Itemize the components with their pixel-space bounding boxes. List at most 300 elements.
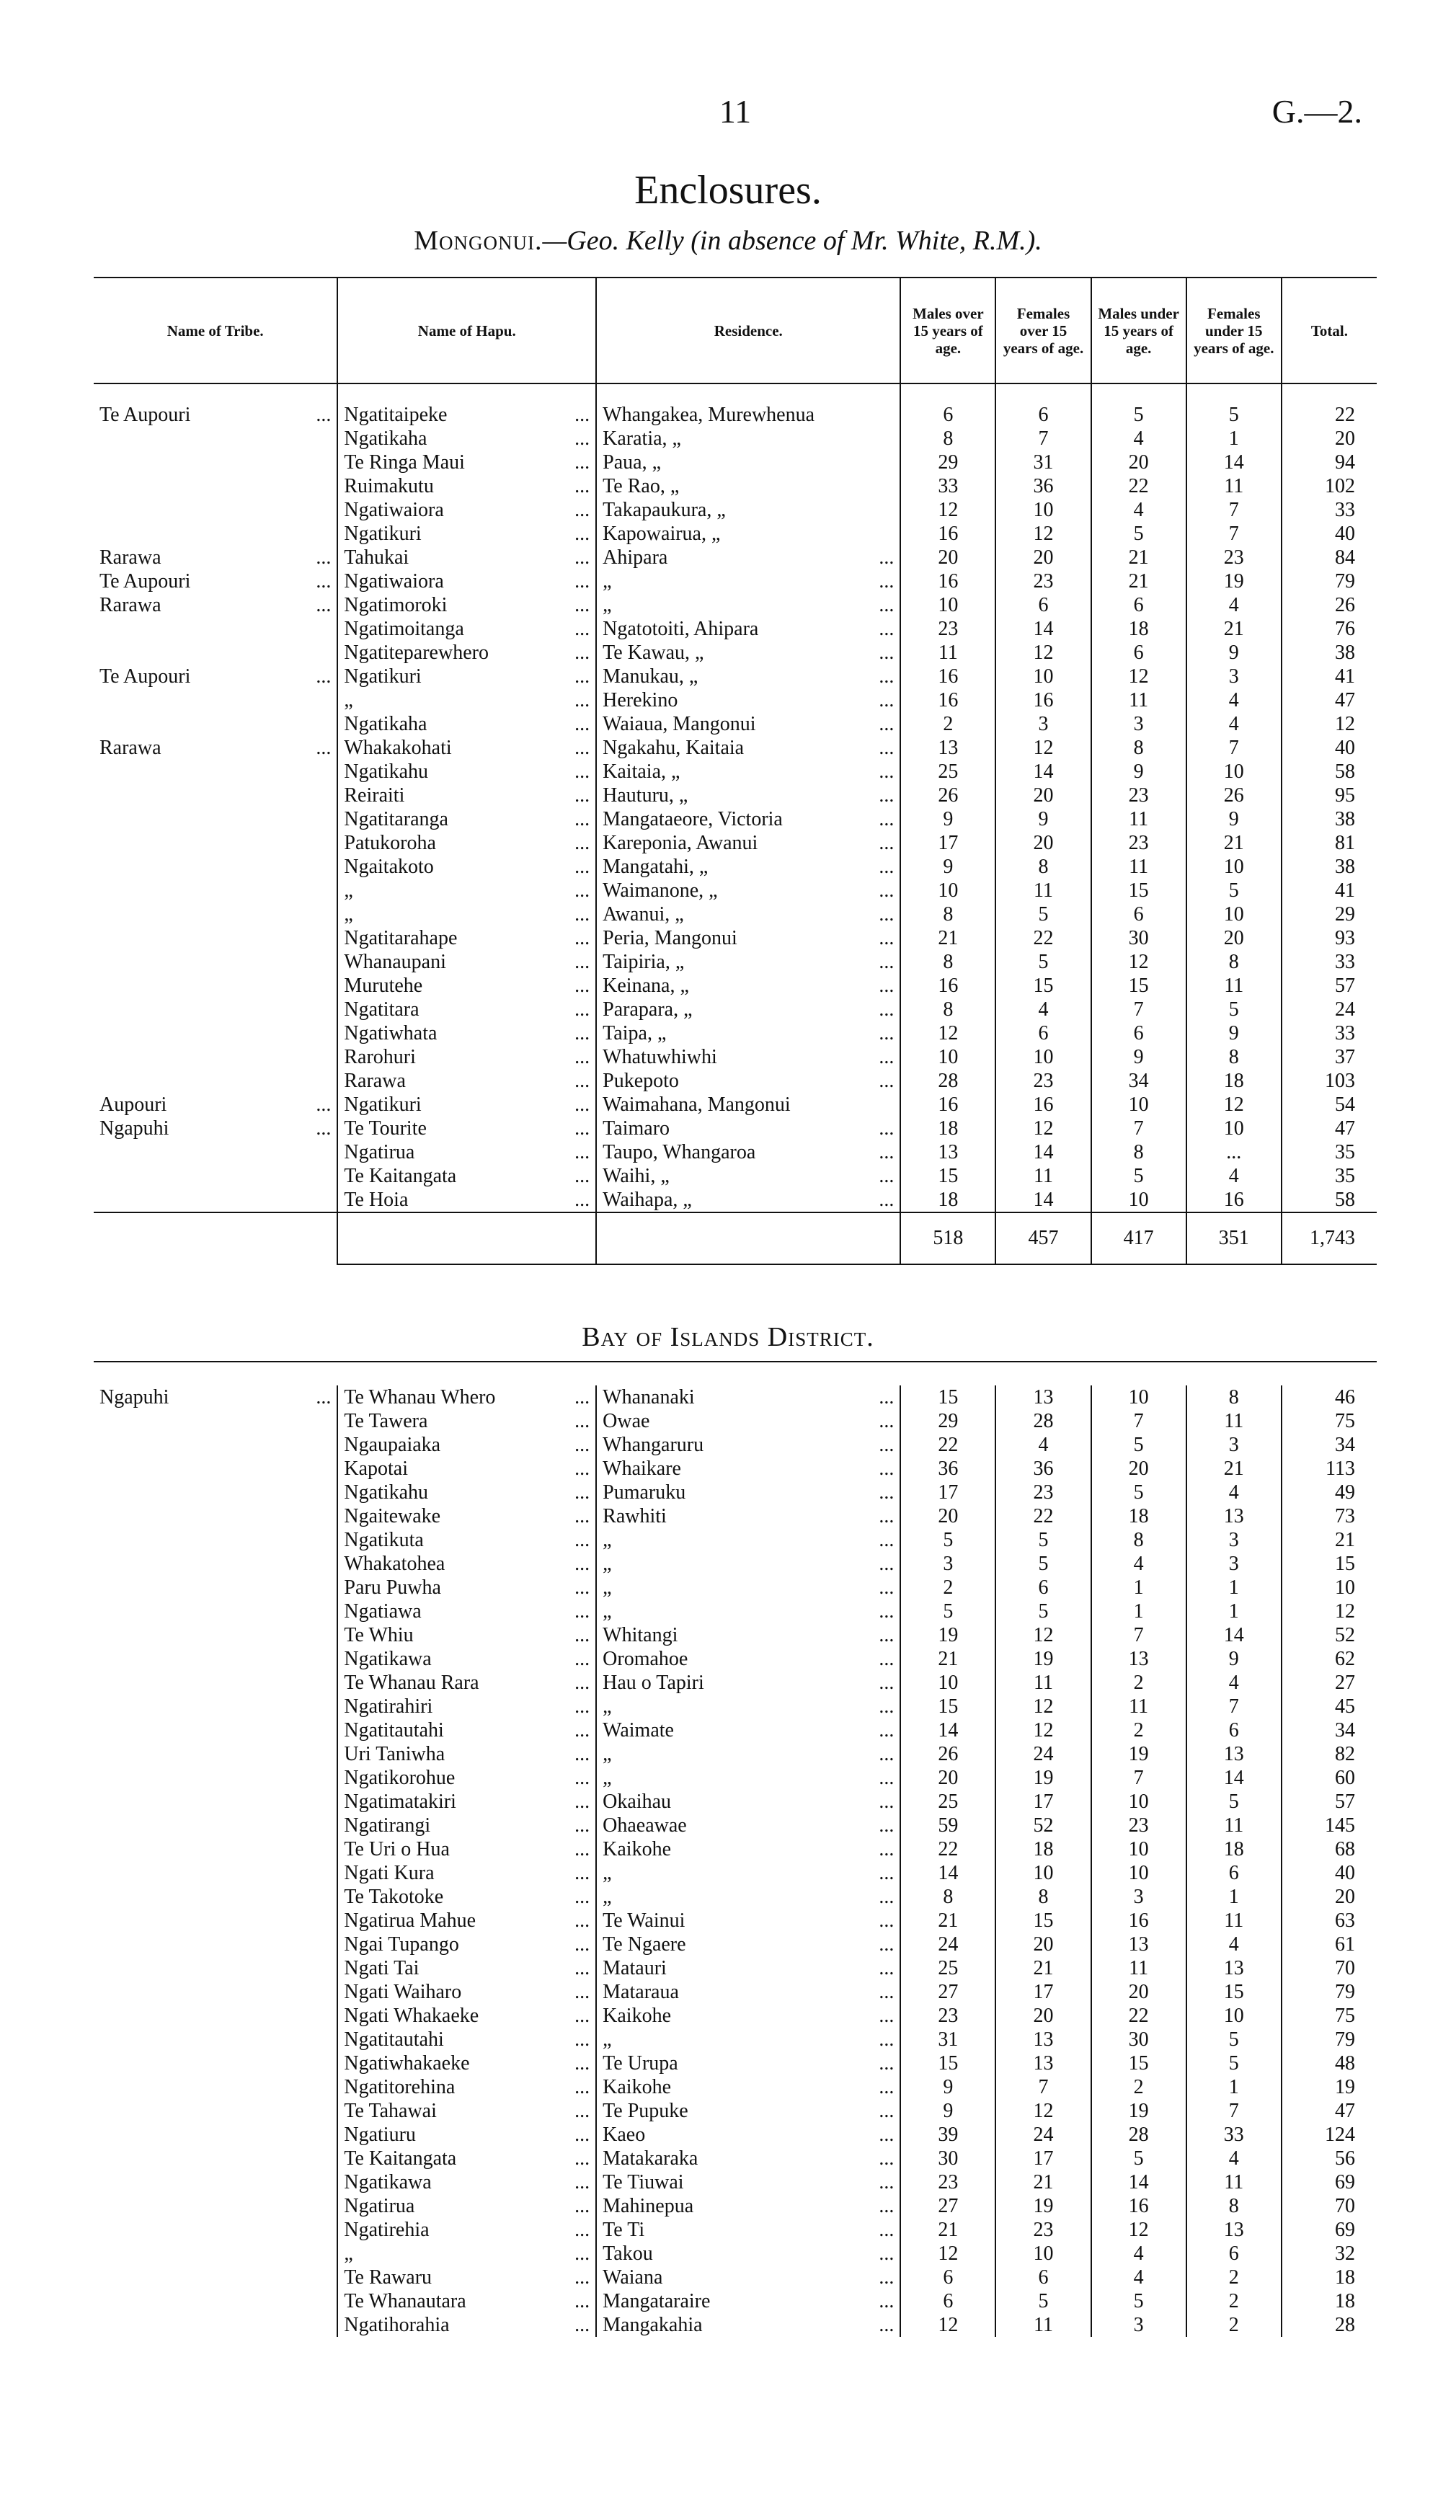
females-under-cell [1186, 879, 1282, 902]
females-over-cell [995, 1093, 1091, 1117]
females-over-cell-text: 10 [1033, 2242, 1054, 2265]
table-row [94, 1837, 1377, 1861]
tribe-cell [94, 522, 337, 546]
total-cell-text: 40 [1335, 523, 1355, 545]
total-cell [1282, 998, 1377, 1021]
leader-dots: ... [879, 2171, 895, 2193]
males-under-cell [1091, 2004, 1186, 2028]
females-under-cell-text: 4 [1228, 2147, 1239, 2170]
tribe-cell [94, 427, 337, 451]
males-under-cell [1091, 1528, 1186, 1552]
males-under-cell-text: 3 [1133, 1886, 1144, 1908]
males-over-cell [900, 474, 995, 498]
residence-cell-text: Waihi, „ [603, 1165, 670, 1187]
total-cell-text: 73 [1335, 1505, 1355, 1527]
table-row [94, 2218, 1377, 2242]
females-under-cell-text: 13 [1223, 1505, 1244, 1527]
residence-cell [596, 1861, 900, 1885]
females-under-cell-text: 7 [1228, 499, 1239, 521]
hapu-cell [337, 641, 596, 665]
total-cell-text: 12 [1335, 1600, 1355, 1623]
hapu-cell [337, 1814, 596, 1837]
residence-cell [596, 522, 900, 546]
females-under-cell [1186, 498, 1282, 522]
females-under-cell-text: 26 [1223, 784, 1244, 807]
females-under-cell [1186, 2218, 1282, 2242]
females-under-cell [1186, 2170, 1282, 2194]
tribe-cell [94, 1385, 337, 1409]
total-cell-text: 69 [1335, 2219, 1355, 2241]
females-under-cell [1186, 2289, 1282, 2313]
males-under-cell-text: 30 [1128, 927, 1149, 949]
total-cell-text: 58 [1335, 1189, 1355, 1211]
tribe-cell [94, 855, 337, 879]
total-cell [1282, 665, 1377, 688]
tribe-cell [94, 1409, 337, 1433]
males-under-cell [1091, 1814, 1186, 1837]
tribe-cell [94, 1980, 337, 2004]
females-over-cell [995, 1695, 1091, 1718]
page-header [0, 92, 1456, 143]
residence-cell [596, 784, 900, 807]
leader-dots: ... [574, 594, 590, 616]
table-row [94, 831, 1377, 855]
males-over-cell-text: 13 [938, 1141, 959, 1163]
females-over-cell-text: 36 [1033, 1458, 1054, 1480]
males-over-cell [900, 617, 995, 641]
females-over-cell-text: 21 [1033, 2171, 1054, 2193]
females-under-cell-text: 11 [1224, 1814, 1244, 1837]
tribe-cell [94, 1481, 337, 1504]
males-over-cell-text: 23 [938, 618, 959, 640]
tribe-cell [94, 383, 337, 427]
females-under-cell-text: 9 [1228, 642, 1239, 664]
total-cell [1282, 1409, 1377, 1433]
leader-dots: ... [879, 1767, 895, 1789]
females-over-cell-text: 10 [1033, 499, 1054, 521]
residence-cell [596, 1980, 900, 2004]
females-under-cell [1186, 2099, 1282, 2123]
males-under-cell-text: 20 [1128, 1981, 1149, 2003]
females-under-cell-text: 18 [1223, 1838, 1244, 1860]
total-cell-text: 27 [1335, 1672, 1355, 1694]
males-over-cell [900, 2266, 995, 2289]
females-under-cell [1186, 2313, 1282, 2337]
females-under-cell-text: 8 [1228, 2195, 1239, 2217]
males-under-cell [1091, 2313, 1186, 2337]
residence-cell [596, 2194, 900, 2218]
males-under-cell [1091, 831, 1186, 855]
males-over-cell [900, 855, 995, 879]
leader-dots: ... [316, 1117, 332, 1140]
males-over-cell-text: 10 [938, 1046, 959, 1068]
leader-dots: ... [879, 951, 895, 973]
females-over-cell [995, 1117, 1091, 1140]
residence-cell [596, 1021, 900, 1045]
males-under-cell-text: 21 [1128, 570, 1149, 593]
table-row [94, 902, 1377, 926]
females-over-cell [995, 784, 1091, 807]
females-over-cell [995, 2313, 1091, 2337]
total-cell [1282, 1457, 1377, 1481]
total-cell [1282, 522, 1377, 546]
residence-cell [596, 1140, 900, 1164]
males-under-cell-text: 13 [1128, 1648, 1149, 1670]
totals-row [94, 1212, 1377, 1264]
males-under-cell-text: 18 [1128, 618, 1149, 640]
tribe-cell [94, 831, 337, 855]
females-under-cell-text: 5 [1228, 998, 1239, 1021]
females-over-cell [995, 593, 1091, 617]
total-cell [1282, 593, 1377, 617]
females-under-cell-text: 6 [1228, 1719, 1239, 1742]
females-under-cell-text: 2 [1228, 2314, 1239, 2336]
males-under-cell [1091, 1188, 1186, 1212]
females-over-cell-text: 24 [1033, 2124, 1054, 2146]
total-cell-text: 40 [1335, 737, 1355, 759]
females-over-cell [995, 1861, 1091, 1885]
females-under-cell [1186, 474, 1282, 498]
females-over-cell-text: 20 [1033, 832, 1054, 854]
males-over-cell-text: 13 [938, 737, 959, 759]
males-over-cell-text: 12 [938, 2242, 959, 2265]
leader-dots: ... [574, 618, 590, 640]
tribe-cell [94, 736, 337, 760]
females-under-cell [1186, 1814, 1282, 1837]
tribe-cell [94, 2147, 337, 2170]
males-under-cell-text: 10 [1128, 1862, 1149, 1884]
males-under-cell-text: 5 [1133, 523, 1144, 545]
males-under-cell-text: 12 [1128, 951, 1149, 973]
total-cell [1282, 1790, 1377, 1814]
tribe-cell [94, 1117, 337, 1140]
total-cell [1282, 712, 1377, 736]
females-under-cell-text: 7 [1228, 2100, 1239, 2122]
females-under-cell-text: 8 [1228, 951, 1239, 973]
tribe-cell [94, 1600, 337, 1623]
total-cell [1282, 1956, 1377, 1980]
hapu-cell [337, 926, 596, 950]
total-cell-text: 37 [1335, 1046, 1355, 1068]
residence-cell [596, 2099, 900, 2123]
females-under-cell-text: 5 [1228, 1791, 1239, 1813]
leader-dots: ... [574, 808, 590, 830]
females-over-cell-text: 22 [1033, 1505, 1054, 1527]
females-over-cell-text: 5 [1038, 951, 1049, 973]
total-cell [1282, 831, 1377, 855]
leader-dots: ... [574, 1386, 590, 1408]
leader-dots: ... [879, 903, 895, 926]
males-over-cell-text: 8 [943, 427, 954, 450]
table-row [94, 879, 1377, 902]
leader-dots: ... [879, 1862, 895, 1884]
leader-dots: ... [879, 1165, 895, 1187]
residence-cell-text: „ [603, 2028, 612, 2051]
tribe-cell [94, 784, 337, 807]
residence-cell-text: Whangaruru [603, 1434, 704, 1456]
males-over-cell [900, 383, 995, 427]
hapu-cell [337, 2004, 596, 2028]
total-cell-text: 18 [1335, 2290, 1355, 2312]
females-over-cell-text: 22 [1033, 927, 1054, 949]
females-over-cell-text: 15 [1033, 975, 1054, 997]
males-over-cell [900, 831, 995, 855]
tribe-cell [94, 902, 337, 926]
hapu-cell [337, 1504, 596, 1528]
leader-dots: ... [316, 1386, 332, 1408]
males-over-cell [900, 1695, 995, 1718]
table-row [94, 950, 1377, 974]
females-over-cell-text: 14 [1033, 1141, 1054, 1163]
residence-cell [596, 569, 900, 593]
males-under-cell [1091, 1576, 1186, 1600]
residence-cell-text: Kaikohe [603, 2005, 672, 2027]
tribe-cell [94, 1140, 337, 1164]
hapu-cell [337, 1695, 596, 1718]
females-under-cell [1186, 1837, 1282, 1861]
leader-dots: ... [879, 1814, 895, 1837]
tribe-cell [94, 1837, 337, 1861]
leader-dots: ... [879, 2076, 895, 2098]
table-row [94, 1766, 1377, 1790]
table-row [94, 1188, 1377, 1212]
table-row [94, 1933, 1377, 1956]
males-under-cell-text: 6 [1133, 642, 1144, 664]
females-over-cell [995, 2123, 1091, 2147]
hapu-cell-text: Ngatikawa [344, 1648, 432, 1670]
hapu-cell [337, 736, 596, 760]
total-cell [1282, 1837, 1377, 1861]
leader-dots: ... [879, 760, 895, 783]
hapu-cell-text: Ngatirahiri [344, 1695, 433, 1718]
total-cell-text: 35 [1335, 1165, 1355, 1187]
total-cell [1282, 2099, 1377, 2123]
leader-dots: ... [879, 832, 895, 854]
residence-cell [596, 474, 900, 498]
females-over-cell-text: 13 [1033, 2028, 1054, 2051]
males-under-cell [1091, 1552, 1186, 1576]
total-cell-text: 75 [1335, 2005, 1355, 2027]
residence-cell [596, 855, 900, 879]
males-over-cell [900, 2123, 995, 2147]
males-over-cell-text: 22 [938, 1838, 959, 1860]
females-under-cell [1186, 1885, 1282, 1909]
males-over-cell [900, 569, 995, 593]
table-row [94, 2123, 1377, 2147]
females-over-cell-text: 17 [1033, 2147, 1054, 2170]
table-row [94, 2242, 1377, 2266]
leader-dots: ... [574, 642, 590, 664]
females-over-cell [995, 688, 1091, 712]
females-over-cell-text: 12 [1033, 642, 1054, 664]
leader-dots: ... [879, 689, 895, 711]
males-over-cell [900, 2051, 995, 2075]
females-under-cell-text: 13 [1223, 1957, 1244, 1979]
females-under-cell [1186, 1909, 1282, 1933]
females-under-cell-text: 9 [1228, 1648, 1239, 1670]
residence-cell-text: Taupo, Whangaroa [603, 1141, 756, 1163]
table-row [94, 1093, 1377, 1117]
males-under-cell [1091, 2147, 1186, 2170]
males-under-cell [1091, 1045, 1186, 1069]
tribe-cell-text: Ngapuhi [99, 1117, 169, 1140]
tribe-cell [94, 1188, 337, 1212]
leader-dots: ... [879, 1386, 895, 1408]
males-over-cell [900, 736, 995, 760]
tribe-cell-text: Te Aupouri [99, 665, 191, 688]
col-females-under-header: Females under 15 years of age. [1186, 278, 1282, 383]
residence-cell [596, 1117, 900, 1140]
residence-cell [596, 1069, 900, 1093]
leader-dots: ... [574, 1981, 590, 2003]
residence-cell-text: „ [603, 1600, 612, 1623]
males-over-cell [900, 1623, 995, 1647]
males-under-cell-text: 11 [1129, 1957, 1149, 1979]
females-under-cell-text: 15 [1223, 1981, 1244, 2003]
total-cell [1282, 855, 1377, 879]
males-over-cell [900, 998, 995, 1021]
males-under-cell [1091, 546, 1186, 569]
residence-cell [596, 2218, 900, 2242]
males-over-cell [900, 1093, 995, 1117]
females-over-cell-text: 14 [1033, 618, 1054, 640]
tribe-cell [94, 451, 337, 474]
tribe-cell [94, 760, 337, 784]
females-under-cell-text: 21 [1223, 832, 1244, 854]
hapu-cell-text: Te Uri o Hua [344, 1838, 450, 1860]
residence-cell [596, 2170, 900, 2194]
females-over-cell [995, 2004, 1091, 2028]
tribe-cell [94, 1885, 337, 1909]
females-under-cell-text: 10 [1223, 760, 1244, 783]
hapu-cell-text: „ [344, 903, 353, 926]
leader-dots: ... [879, 1624, 895, 1646]
males-under-cell [1091, 2218, 1186, 2242]
males-under-cell [1091, 1481, 1186, 1504]
leader-dots: ... [574, 2195, 590, 2217]
residence-cell [596, 950, 900, 974]
females-under-cell [1186, 1093, 1282, 1117]
males-under-cell-text: 20 [1128, 1458, 1149, 1480]
females-under-cell [1186, 998, 1282, 1021]
leader-dots: ... [879, 713, 895, 735]
leader-dots: ... [879, 1791, 895, 1813]
females-under-cell-text: 7 [1228, 737, 1239, 759]
hapu-cell-text: Te Tawera [344, 1410, 428, 1432]
total-cell-text: 33 [1335, 1022, 1355, 1044]
males-under-cell [1091, 1980, 1186, 2004]
total-cell-text: 29 [1335, 903, 1355, 926]
females-over-cell-text: 12 [1033, 2100, 1054, 2122]
females-over-cell [995, 1647, 1091, 1671]
hapu-cell [337, 2123, 596, 2147]
males-over-cell-text: 59 [938, 1814, 959, 1837]
leader-dots: ... [574, 570, 590, 593]
residence-cell [596, 498, 900, 522]
females-over-cell [995, 1671, 1091, 1695]
males-under-cell [1091, 1790, 1186, 1814]
males-under-cell-text: 11 [1129, 856, 1149, 878]
hapu-cell-text: „ [344, 879, 353, 902]
residence-cell-text: Whitangi [603, 1624, 678, 1646]
hapu-cell [337, 1933, 596, 1956]
total-cell [1282, 1909, 1377, 1933]
females-under-cell-text: 11 [1224, 1410, 1244, 1432]
total-cell [1282, 2194, 1377, 2218]
males-over-cell [900, 593, 995, 617]
males-under-cell-text: 11 [1129, 808, 1149, 830]
total-cell [1282, 1885, 1377, 1909]
residence-cell [596, 1600, 900, 1623]
females-under-cell-text: 10 [1223, 1117, 1244, 1140]
females-under-cell [1186, 760, 1282, 784]
total-cell-text: 41 [1335, 879, 1355, 902]
males-over-cell [900, 1837, 995, 1861]
leader-dots: ... [574, 760, 590, 783]
males-over-cell [900, 1861, 995, 1885]
residence-cell-text: „ [603, 1553, 612, 1575]
tribe-cell [94, 1457, 337, 1481]
hapu-cell [337, 427, 596, 451]
total-cell-text: 56 [1335, 2147, 1355, 2170]
females-under-cell [1186, 1457, 1282, 1481]
females-under-cell-text: 3 [1228, 1434, 1239, 1456]
residence-cell [596, 1742, 900, 1766]
col-total-header: Total. [1282, 278, 1377, 383]
hapu-cell [337, 998, 596, 1021]
males-under-cell [1091, 593, 1186, 617]
males-over-cell-text: 33 [938, 475, 959, 497]
hapu-cell-text: Ngatirua Mahue [344, 1909, 476, 1932]
males-under-cell [1091, 855, 1186, 879]
males-under-cell [1091, 1718, 1186, 1742]
males-over-cell-text: 16 [938, 665, 959, 688]
females-under-cell [1186, 712, 1282, 736]
females-under-cell [1186, 2075, 1282, 2099]
tribe-cell [94, 2028, 337, 2051]
hapu-cell [337, 831, 596, 855]
hapu-cell-text: Ngatikuri [344, 1093, 422, 1116]
males-under-cell-text: 12 [1128, 2219, 1149, 2241]
total-cell-text: 20 [1335, 427, 1355, 450]
hapu-cell [337, 1385, 596, 1409]
officer-name: —Geo. Kelly (in absence of Mr. White, R.M.). [542, 226, 1042, 256]
males-over-cell-text: 27 [938, 1981, 959, 2003]
females-under-cell [1186, 1045, 1282, 1069]
males-under-cell-text: 5 [1133, 404, 1144, 426]
leader-dots: ... [574, 1600, 590, 1623]
total-cell-text: 38 [1335, 642, 1355, 664]
total-cell-text: 18 [1335, 2266, 1355, 2289]
males-under-cell [1091, 427, 1186, 451]
table-row [94, 974, 1377, 998]
tribe-cell [94, 1647, 337, 1671]
residence-cell-text: Hau o Tapiri [603, 1672, 704, 1694]
hapu-cell-text: Ngatitorehina [344, 2076, 456, 2098]
males-over-cell [900, 1385, 995, 1409]
total-cell-text: 62 [1335, 1648, 1355, 1670]
hapu-cell-text: Ngatitautahi [344, 1719, 444, 1742]
total-cell-text: 19 [1335, 2076, 1355, 2098]
females-over-cell-text: 11 [1034, 879, 1053, 902]
males-over-cell-text: 25 [938, 760, 959, 783]
tribe-cell-text: Rarawa [99, 737, 161, 759]
females-over-cell [995, 2289, 1091, 2313]
males-over-cell [900, 1909, 995, 1933]
table-row [94, 617, 1377, 641]
residence-cell-text: Mataraua [603, 1981, 679, 2003]
males-over-cell-text: 16 [938, 975, 959, 997]
